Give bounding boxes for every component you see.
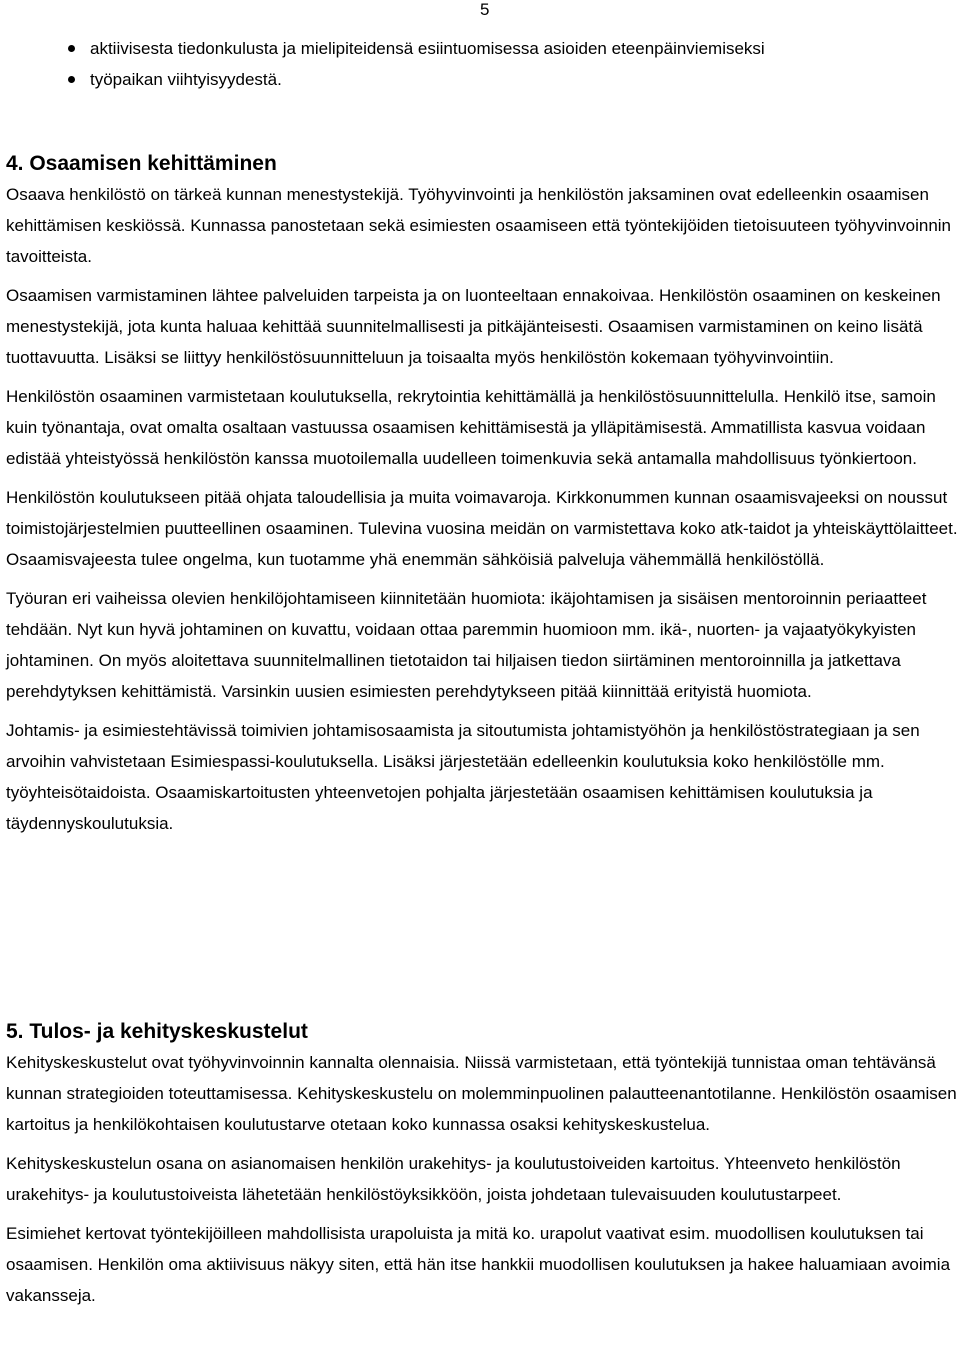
bullet-list — [6, 33, 956, 95]
section-heading: 5. Tulos- ja kehityskeskustelut — [6, 1020, 308, 1043]
paragraph: Osaamisen varmistaminen lähtee palveluiden tarpeista ja on luonteeltaan ennakoivaa. Henkilöstön osaaminen on keskeinen menestystekijä, jota kunta haluaa kehittää suunnitelmallisesti ja pitkäjänteisesti. Osaamisen varmistaminen on keino lisätä tuottavuutta. Lisäksi se liittyy henkilöstösuunnitteluun ja toisaalta myös henkilöstön kokemaan työhyvinvointiin. — [6, 286, 941, 367]
paragraph: Henkilöstön koulutukseen pitää ohjata taloudellisia ja muita voimavaroja. Kirkkonummen kunnan osaamisvajeeksi on noussut toimistojärjestelmien puutteellinen osaaminen. Tulevina vuosina meidän on varmistettava koko atk-taidot ja yhteiskäyttölaitteet. Osaamisvajeesta tulee ongelma, kun tuotamme yhä enemmän sähköisiä palveluja vähemmällä henkilöstöllä. — [6, 488, 958, 569]
bullet-icon — [68, 76, 75, 83]
section-osaamisen-kehittaminen — [6, 148, 958, 839]
bullet-text: aktiivisesta tiedonkulusta ja mielipiteidensä esiintuomisessa asioiden eteenpäinviemiseksi — [90, 39, 765, 58]
paragraph: Työuran eri vaiheissa olevien henkilöjohtamiseen kiinnitetään huomiota: ikäjohtamisen ja sisäisen mentoroinnin periaatteet tehdään. Nyt kun hyvä johtaminen on kuvattu, voidaan ottaa paremmin huomioon mm. ikä-, nuorten- ja vajaatyökykyisten johtaminen. On myös aloitettava suunnitelmallinen tietotaidon tai hiljaisen tiedon siirtäminen mentoroinnilla ja jatkettava perehdytyksen kehittämistä. Varsinkin uusien esimiesten perehdytykseen pitää kiinnittää erityistä huomiota. — [6, 589, 927, 701]
paragraph: Henkilöstön osaaminen varmistetaan koulutuksella, rekrytointia kehittämällä ja henkilöstösuunnittelulla. Henkilö itse, samoin kuin työnantaja, ovat omalta osaltaan vastuussa osaamisen kehittämisestä ja ylläpitämisestä. Ammatillista kasvua voidaan edistää yhteistyössä henkilöstön kanssa muotoilemalla uudelleen toimenkuvia sekä antamalla mahdollisuus työnkiertoon. — [6, 387, 936, 468]
paragraph: Esimiehet kertovat työntekijöilleen mahdollisista urapoluista ja mitä ko. urapolut vaativat esim. muodollisen koulutuksen tai osaamisen. Henkilön oma aktiivisuus näkyy siten, että hän itse hankkii muodollisen koulutuksen ja hakee haluamiaan avoimia vakansseja. — [6, 1224, 951, 1305]
section-heading: 4. Osaamisen kehittäminen — [6, 152, 277, 175]
bullet-icon — [68, 45, 75, 52]
section-tulos-ja-kehityskeskustelut — [6, 1016, 958, 1311]
paragraph: Osaava henkilöstö on tärkeä kunnan menestystekijä. Työhyvinvointi ja henkilöstön jaksaminen ovat edelleenkin osaamisen kehittämisen keskiössä. Kunnassa panostetaan sekä esimiesten osaamiseen että työntekijöiden tietoisuuteen työhyvinvoinnin tavoitteista. — [6, 185, 952, 266]
paragraph: Kehityskeskustelun osana on asianomaisen henkilön urakehitys- ja koulutustoiveiden kartoitus. Yhteenveto henkilöstön urakehitys- ja koulutustoiveista lähetetään henkilöstöyksikköön, joista johdetaan tulevaisuuden koulutustarpeet. — [6, 1154, 901, 1204]
list-item — [6, 64, 956, 95]
page-number: 5 — [480, 0, 490, 19]
list-item — [6, 33, 956, 64]
bullet-text: työpaikan viihtyisyydestä. — [90, 70, 282, 89]
paragraph: Kehityskeskustelut ovat työhyvinvoinnin kannalta olennaisia. Niissä varmistetaan, että työntekijä tunnistaa oman tehtävänsä kunnan strategioiden toteuttamisessa. Kehityskeskustelu on molemminpuolinen palautteenantotilanne. Henkilöstön osaamisen kartoitus ja henkilökohtaisen koulutustarve otetaan koko kunnassa osaksi kehityskeskustelua. — [6, 1053, 957, 1134]
paragraph: Johtamis- ja esimiestehtävissä toimivien johtamisosaamista ja sitoutumista johtamistyöhön ja henkilöstöstrategiaan ja sen arvoihin vahvistetaan Esimiespassi-koulutuksella. Lisäksi järjestetään edelleenkin koulutuksia koko henkilöstölle mm. työyhteisötaidoista. Osaamiskartoitusten yhteenvetojen pohjalta järjestetään osaamisen kehittämisen koulutuksia ja täydennyskoulutuksia. — [6, 721, 920, 833]
